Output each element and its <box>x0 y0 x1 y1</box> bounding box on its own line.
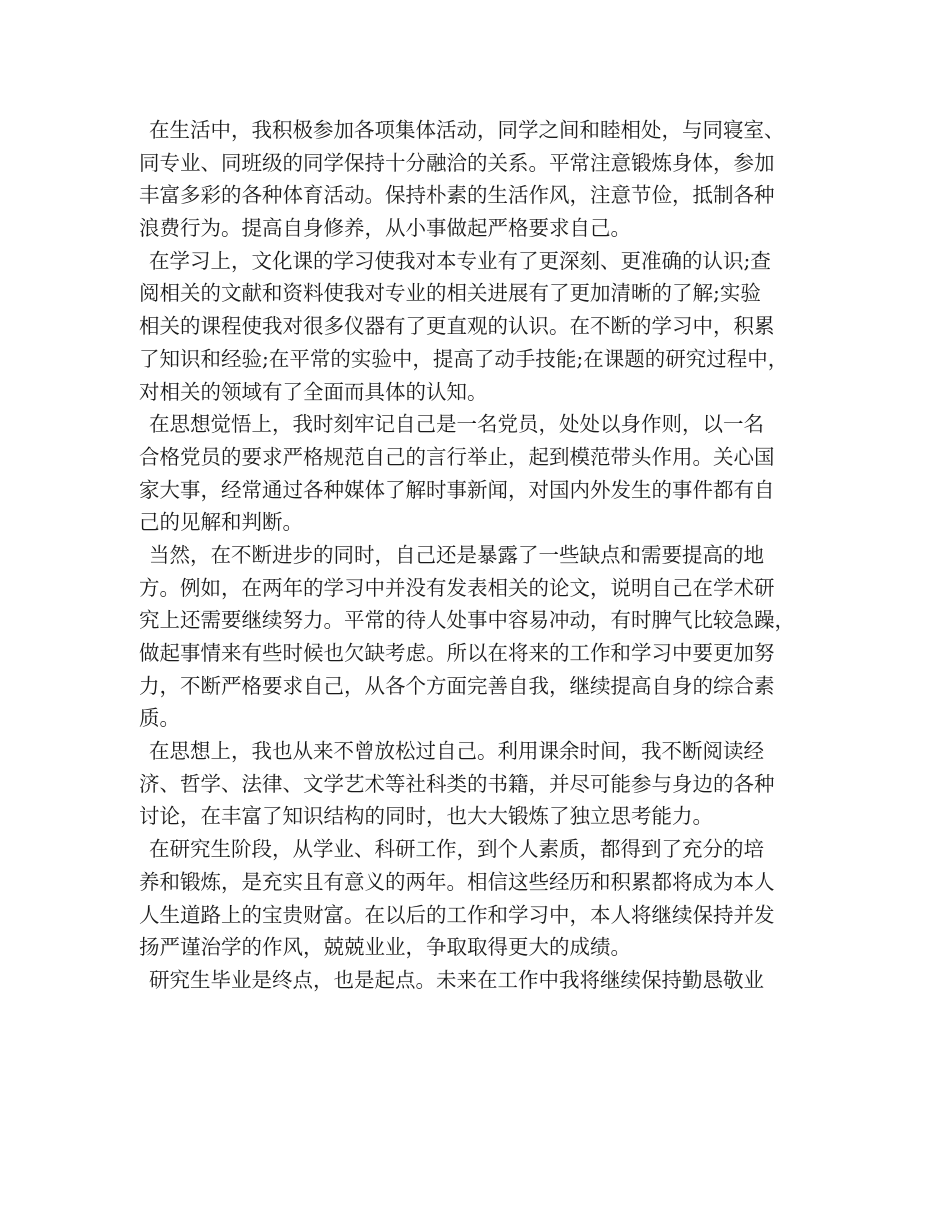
text-line: 力，不断严格要求自己，从各个方面完善自我，继续提高自身的综合素 <box>139 673 775 698</box>
text-line: 讨论，在丰富了知识结构的同时，也大大锻炼了独立思考能力。 <box>139 804 713 829</box>
paragraph-shortcomings <box>139 539 839 735</box>
text-line: 济、哲学、法律、文学艺术等社科类的书籍，并尽可能参与身边的各种 <box>139 771 775 796</box>
text-line: 养和锻炼，是充实且有意义的两年。相信这些经历和积累都将成为本人 <box>139 869 775 894</box>
paragraph-future <box>139 964 839 997</box>
text-line: 究上还需要继续努力。平常的待人处事中容易冲动，有时脾气比较急躁， <box>139 608 795 633</box>
document-body <box>139 114 839 997</box>
text-line: 研究生毕业是终点，也是起点。未来在工作中我将继续保持勤恳敬业 <box>149 967 764 992</box>
text-line: 在思想上，我也从来不曾放松过自己。利用课余时间，我不断阅读经 <box>149 739 764 764</box>
text-line: 在生活中，我积极参加各项集体活动，同学之间和睦相处，与同寝室、 <box>149 118 785 142</box>
text-line: 做起事情来有些时候也欠缺考虑。所以在将来的工作和学习中要更加努 <box>139 641 775 665</box>
text-line: 扬严谨治学的作风，兢兢业业，争取取得更大的成绩。 <box>139 935 631 960</box>
text-line: 浪费行为。提高自身修养，从小事做起严格要求自己。 <box>139 216 631 241</box>
paragraph-ideology <box>139 408 839 539</box>
text-line: 质。 <box>139 706 180 731</box>
text-line: 对相关的领域有了全面而具体的认知。 <box>139 379 488 404</box>
paragraph-life <box>139 114 839 245</box>
text-line: 方。例如，在两年的学习中并没有发表相关的论文，说明自己在学术研 <box>139 575 775 600</box>
text-line: 相关的课程使我对很多仪器有了更直观的认识。在不断的学习中，积累 <box>139 314 775 339</box>
text-line: 同专业、同班级的同学保持十分融洽的关系。平常注意锻炼身体，参加 <box>139 150 775 175</box>
paragraph-study <box>139 245 839 408</box>
text-line: 在学习上，文化课的学习使我对本专业有了更深刻、更准确的认识;查 <box>149 248 771 273</box>
text-line: 合格党员的要求严格规范自己的言行举止，起到模范带头作用。关心国 <box>139 444 775 469</box>
text-line: 阅相关的文献和资料使我对专业的相关进展有了更加清晰的了解;实验 <box>139 281 761 306</box>
text-line: 丰富多彩的各种体育活动。保持朴素的生活作风，注意节俭，抵制各种 <box>139 183 775 208</box>
paragraph-graduate-stage <box>139 833 839 964</box>
paragraph-thinking <box>139 735 839 833</box>
text-line: 家大事，经常通过各种媒体了解时事新闻，对国内外发生的事件都有自 <box>139 477 775 502</box>
text-line: 人生道路上的宝贵财富。在以后的工作和学习中，本人将继续保持并发 <box>139 902 775 927</box>
text-line: 在思想觉悟上，我时刻牢记自己是一名党员，处处以身作则，以一名 <box>149 412 764 437</box>
text-line: 当然，在不断进步的同时，自己还是暴露了一些缺点和需要提高的地 <box>149 542 764 567</box>
text-line: 己的见解和判断。 <box>139 510 303 535</box>
text-line: 了知识和经验;在平常的实验中，提高了动手技能;在课题的研究过程中， <box>139 346 789 371</box>
text-line: 在研究生阶段，从学业、科研工作，到个人素质，都得到了充分的培 <box>149 837 764 862</box>
